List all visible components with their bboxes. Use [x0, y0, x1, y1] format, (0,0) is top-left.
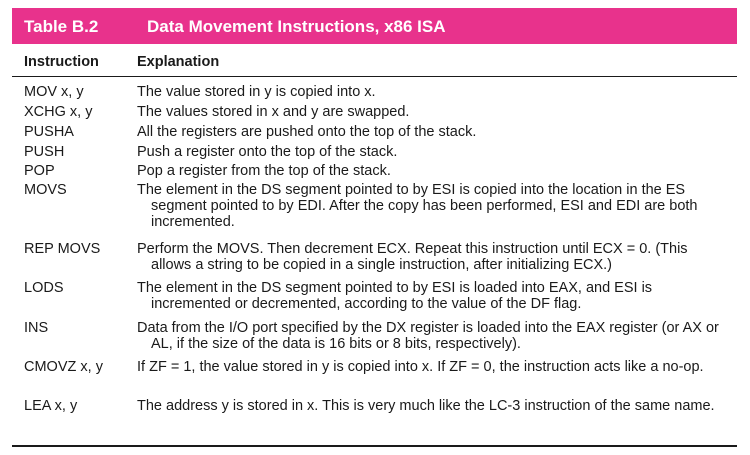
explanation-cell: Pop a register from the top of the stack.	[137, 163, 391, 179]
instruction-cell: LODS	[24, 280, 64, 296]
instruction-cell: POP	[24, 163, 55, 179]
instruction-cell: REP MOVS	[24, 241, 101, 257]
instruction-cell: PUSHA	[24, 124, 74, 140]
explanation-cell: The value stored in y is copied into x.	[137, 84, 376, 100]
table-header-bar	[12, 8, 737, 44]
header-divider	[12, 76, 737, 77]
column-header-instruction: Instruction	[24, 54, 99, 70]
instruction-cell: MOVS	[24, 182, 67, 198]
explanation-cell: If ZF = 1, the value stored in y is copied into x. If ZF = 0, the instruction acts like a no-op.	[137, 359, 704, 375]
instruction-cell: CMOVZ x, y	[24, 359, 103, 375]
table-label: Table B.2	[24, 17, 99, 36]
explanation-cell: The element in the DS segment pointed to by ESI is loaded into EAX, and ESI is incremented or decremented, according to the value of the DF flag.	[137, 280, 653, 312]
table-title: Data Movement Instructions, x86 ISA	[147, 17, 446, 36]
explanation-cell: The address y is stored in x. This is very much like the LC-3 instruction of the same name.	[137, 398, 715, 414]
explanation-cell: Data from the I/O port specified by the DX register is loaded into the EAX register (or AX or AL, if the size of the data is 16 bits or 8 bits, respectively).	[137, 320, 719, 352]
instruction-cell: MOV x, y	[24, 84, 84, 100]
explanation-cell: The element in the DS segment pointed to by ESI is copied into the location in the ES segment pointed to by EDI. After the copy has been performed, ESI and EDI are both incremented.	[137, 182, 698, 230]
instruction-cell: PUSH	[24, 144, 65, 160]
table-bottom-rule	[12, 445, 737, 447]
instruction-cell: LEA x, y	[24, 398, 78, 414]
instruction-cell: INS	[24, 320, 49, 336]
explanation-cell: The values stored in x and y are swapped.	[137, 104, 410, 120]
explanation-cell: Perform the MOVS. Then decrement ECX. Repeat this instruction until ECX = 0. (This allows a string to be copied in a single instruction, after initializing ECX.)	[137, 241, 688, 273]
explanation-cell: Push a register onto the top of the stack.	[137, 144, 398, 160]
explanation-cell: All the registers are pushed onto the top of the stack.	[137, 124, 477, 140]
instruction-cell: XCHG x, y	[24, 104, 93, 120]
column-header-explanation: Explanation	[137, 54, 220, 70]
